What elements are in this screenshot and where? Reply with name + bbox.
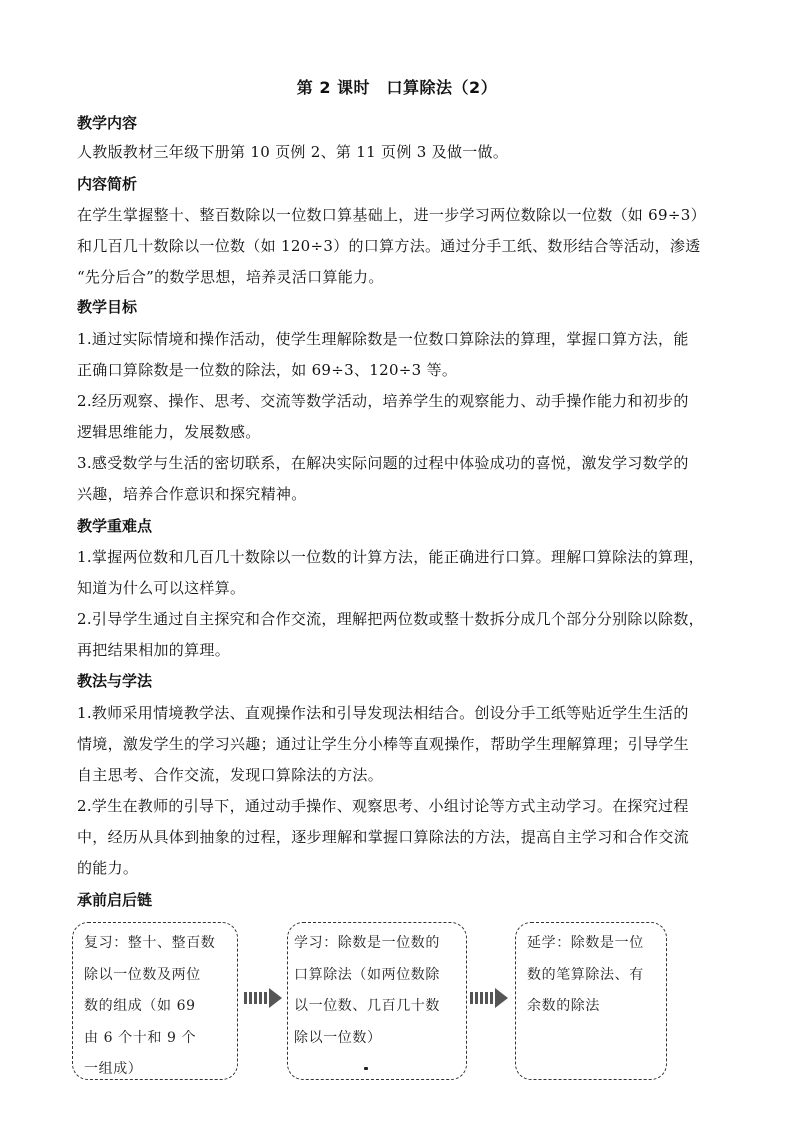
flow-extend-text [527,928,644,1023]
text-line: 复习：整十、整百数 [84,935,216,951]
section-goals-text [77,324,727,510]
text-line: 延学：除数是一位 [527,935,644,951]
text-line: 一组成） [84,1061,143,1077]
text-line: 在学生掌握整十、整百数除以一位数口算基础上，进一步学习两位数除以一位数（如 69÷3） [77,206,706,224]
text-line: 口算除法（如两位数除 [294,966,440,983]
text-line: 自主思考、合作交流，发现口算除法的方法。 [77,766,384,784]
section-heading-key-points: 教学重难点 [77,517,153,535]
text-line: 1.掌握两位数和几百几十数除以一位数的计算方法，能正确进行口算。理解口算除法的算理， [77,548,704,566]
striped-right-arrow-icon [244,987,284,1009]
text-line: 1.教师采用情境教学法、直观操作法和引导发现法相结合。创设分手工纸等贴近学生生活的 [77,704,689,722]
text-line: 逻辑思维能力，发展数感。 [77,423,261,441]
text-line: 余数的除法 [527,998,600,1014]
text-line: 正确口算除数是一位数的除法，如 69÷3、120÷3 等。 [77,361,458,379]
text-line: 再把结果相加的算理。 [77,641,231,659]
section-methods-text [77,698,727,884]
text-line: 和几百几十数除以一位数（如 120÷3）的口算方法。通过分手工纸、数形结合等活动，渗透 [77,237,701,255]
text-line: 中，经历从具体到抽象的过程，逐步理解和掌握口算除法的方法，提高自主学习和合作交流 [77,828,690,846]
text-line: 的能力。 [77,859,139,877]
flow-review-text [84,928,215,1086]
section-key-points-text [77,542,727,666]
section-heading-chain: 承前启后链 [77,891,153,909]
text-line: 学习：除数是一位数的 [294,935,440,951]
page-title: 第 2 课时 口算除法（2） [296,78,498,97]
section-analysis-text [77,200,727,293]
text-line: 由 6 个十和 9 个 [84,1029,197,1046]
text-line: “先分后合”的数学思想，培养灵活口算能力。 [77,268,384,286]
flow-learn-text [294,928,440,1054]
text-line: 3.感受数学与生活的密切联系，在解决实际问题的过程中体验成功的喜悦，激发学习数学的 [77,454,689,472]
text-line: 人教版教材三年级下册第 10 页例 2、第 11 页例 3 及做一做。 [77,143,509,161]
text-line: 兴趣，培养合作意识和探究精神。 [77,485,307,503]
text-line: 2.引导学生通过自主探究和合作交流，理解把两位数或整十数拆分成几个部分分别除以除数， [77,610,704,628]
text-line: 情境，激发学生的学习兴趣；通过让学生分小棒等直观操作，帮助学生理解算理；引导学生 [77,735,690,753]
dot-mark [364,1067,368,1070]
striped-right-arrow-icon [470,987,510,1009]
section-heading-content: 教学内容 [77,114,138,132]
section-heading-goals: 教学目标 [77,298,138,316]
text-line: 2.学生在教师的引导下，通过动手操作、观察思考、小组讨论等方式主动学习。在探究过程 [77,797,689,815]
section-heading-analysis: 内容简析 [77,175,138,193]
text-line: 除以一位数） [294,1029,382,1046]
text-line: 除以一位数及两位 [84,966,201,983]
text-line: 1.通过实际情境和操作活动，使学生理解除数是一位数口算除法的算理，掌握口算方法，能 [77,330,689,348]
text-line: 知道为什么可以这样算。 [77,579,246,597]
section-heading-methods: 教法与学法 [77,672,153,690]
text-line: 2.经历观察、操作、思考、交流等数学活动，培养学生的观察能力、动手操作能力和初步的 [77,392,689,410]
text-line: 以一位数、几百几十数 [294,998,440,1014]
text-line: 数的笔算除法、有 [527,966,644,983]
text-line: 数的组成（如 69 [84,998,196,1014]
section-content-text [77,137,727,168]
